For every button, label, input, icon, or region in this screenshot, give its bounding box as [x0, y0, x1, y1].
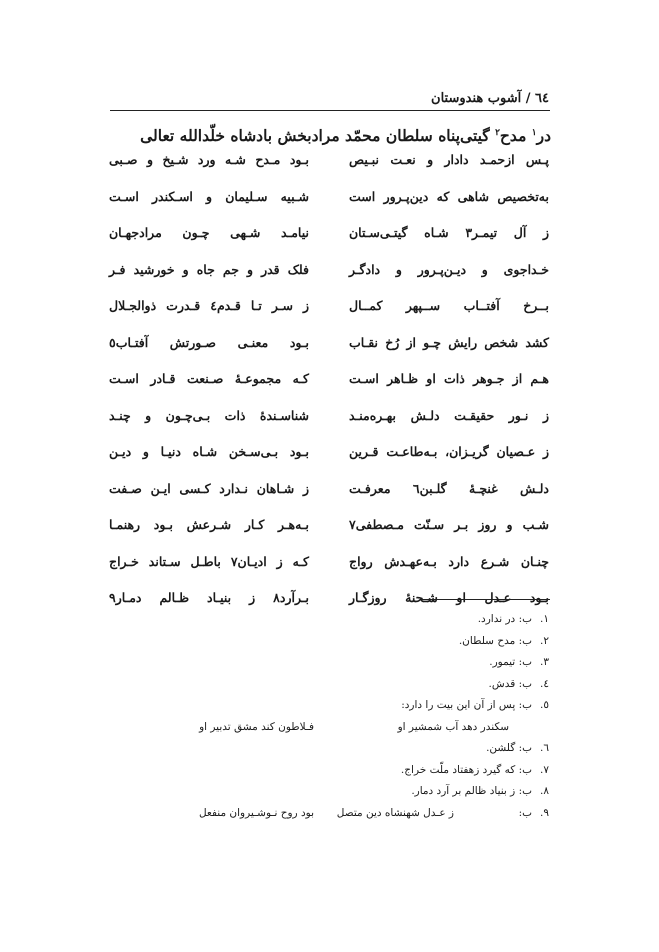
footnote-ref-1: ١	[531, 127, 537, 138]
hemistich-left: بـود معنـی صـورتش آفتـاب٥	[109, 334, 309, 350]
section-title	[101, 126, 551, 145]
footnote	[0, 613, 659, 635]
title-rest: گیتی‌پناه سلطان محمّد مرادبخش بادشاه خلّدالله تعالی	[140, 126, 496, 145]
hemistich-right: هـم از جـوهر ذات او ظـاهر اسـت	[349, 371, 549, 386]
hemistich-right: بــرخ آفتــاب ســپهر کمــال	[349, 298, 549, 313]
hemistich-right: ز نـور حقیقـت دلـش بهـره‌منـد	[349, 407, 549, 423]
footnote	[0, 656, 659, 678]
title-word: در	[536, 126, 551, 145]
hemistich-left: بـود مـدح شـه ورد شـیخ و صـبی	[109, 152, 309, 167]
hemistich-right: چنـان شـرع دارد بـه‌عهـدش رواج	[349, 553, 549, 569]
quoted-hemistich-right: ز عـدل شهنشاه دین متصل	[336, 806, 454, 819]
header-divider	[110, 110, 550, 111]
hemistich-right: خـداجوی و دیـن‌پـرور و دادگـر	[349, 261, 549, 277]
footnote-number: ٩.	[540, 806, 549, 819]
footnote-number: ٧.	[540, 763, 549, 776]
running-head: ٦٤ / آشوب هندوستان	[431, 91, 549, 106]
footnote-text: ب: گلشن.	[486, 742, 532, 754]
footnote-text: ب:	[518, 806, 532, 819]
hemistich-left: ز سـر تـا قـدم٤ قـدرت ذوالجـلال	[109, 298, 309, 313]
hemistich-right: ز عـصیان گریـزان، بـه‌طاعـت قـرین	[349, 444, 549, 459]
verse-row	[0, 408, 659, 438]
footnote-number: ٢.	[540, 634, 549, 647]
hemistich-left: بـرآرد٨ ز بنیـاد ظـالم دمـار٩	[109, 590, 309, 605]
hemistich-left: کـه ز ادیـان٧ باطـل سـتاند خـراج	[109, 553, 309, 569]
quoted-hemistich-left: فـلاطون کند مشق تدبیر او	[199, 720, 314, 733]
hemistich-left: ز شـاهان نـدارد کـسی ایـن صـفت	[109, 480, 309, 496]
verse-row	[0, 225, 659, 255]
footnote-divider	[421, 599, 550, 600]
hemistich-right: دلـش غنچـۀ گلـبن٦ معرفـت	[349, 480, 549, 496]
verse-row	[0, 554, 659, 584]
hemistich-left: بـه‌هـر کـار شـرعش بـود رهنمـا	[109, 517, 309, 532]
footnote	[0, 699, 659, 721]
footnote	[0, 678, 659, 700]
footnote-text: ب: تیمور.	[489, 656, 532, 668]
hemistich-left: شـبیه سـلیمان و اسـکندر اسـت	[109, 188, 309, 204]
verse-row	[0, 298, 659, 328]
footnote	[0, 635, 659, 657]
hemistich-right: بـود عـدل او شـحنۀ روزگـار	[349, 590, 549, 605]
hemistich-right: کشد شخص رایش چـو از رُخ نقـاب	[349, 334, 549, 350]
footnote	[0, 764, 659, 786]
footnote-text: ب: ز بنیاد ظالم بر آرد دمار.	[411, 785, 532, 797]
verse-row	[0, 189, 659, 219]
hemistich-left: نیامـد شـهی چـون مرادجهـان	[109, 225, 309, 240]
footnote-quoted-verse	[0, 721, 659, 743]
verse-row	[0, 371, 659, 401]
footnote-number: ٣.	[540, 656, 549, 668]
hemistich-right: به‌تخصیص شاهی که دین‌پـرور است	[349, 188, 549, 204]
verse-row	[0, 481, 659, 511]
hemistich-right: ز آل تیمـر٣ شـاه گیتـی‌سـتان	[349, 225, 549, 240]
hemistich-left: کـه مجموعـۀ صـنعت قـادر اسـت	[109, 371, 309, 386]
footnote-number: ٥.	[540, 699, 549, 711]
hemistich-left: فلک قدر و جم جاه و خورشید فـر	[109, 261, 309, 277]
hemistich-left: بـود بـی‌سـخن شـاه دنیـا و دیـن	[109, 444, 309, 459]
hemistich-right: پـس ازحمـد دادار و نعـت نبـیص	[349, 152, 549, 167]
footnote-number: ٨.	[540, 785, 549, 797]
footnote-ref-2: ٢	[495, 127, 500, 138]
footnote	[0, 807, 659, 829]
verse-row	[0, 152, 659, 182]
hemistich-right: شـب و روز بـر سـنّت مـصطفی٧	[349, 517, 549, 532]
verse-row	[0, 262, 659, 292]
footnote-text: ب: در ندارد.	[477, 613, 532, 625]
quoted-hemistich-right: سکندر دهد آب شمشیر او	[397, 720, 509, 733]
footnote-text: ب: مدح سلطان.	[458, 634, 532, 647]
footnote	[0, 742, 659, 764]
footnote-number: ١.	[540, 613, 549, 625]
footnote-text: ب: که گیرد زهفتاد ملّت خراج.	[400, 763, 532, 776]
verse-row	[0, 335, 659, 365]
footnote-number: ٦.	[540, 742, 549, 754]
verse-row	[0, 517, 659, 547]
hemistich-left: شناسـندۀ ذات بـی‌چـون و چنـد	[109, 407, 309, 423]
verse-row	[0, 444, 659, 474]
footnote	[0, 785, 659, 807]
footnote-number: ٤.	[540, 677, 549, 690]
title-word-madh: مدح	[499, 126, 532, 145]
footnote-text: ب: قدش.	[488, 677, 532, 690]
quoted-hemistich-left: بود روح نـوشـیروان منفعل	[198, 806, 314, 819]
footnote-text: ب: پس از آن این بیت را دارد:	[401, 699, 532, 711]
